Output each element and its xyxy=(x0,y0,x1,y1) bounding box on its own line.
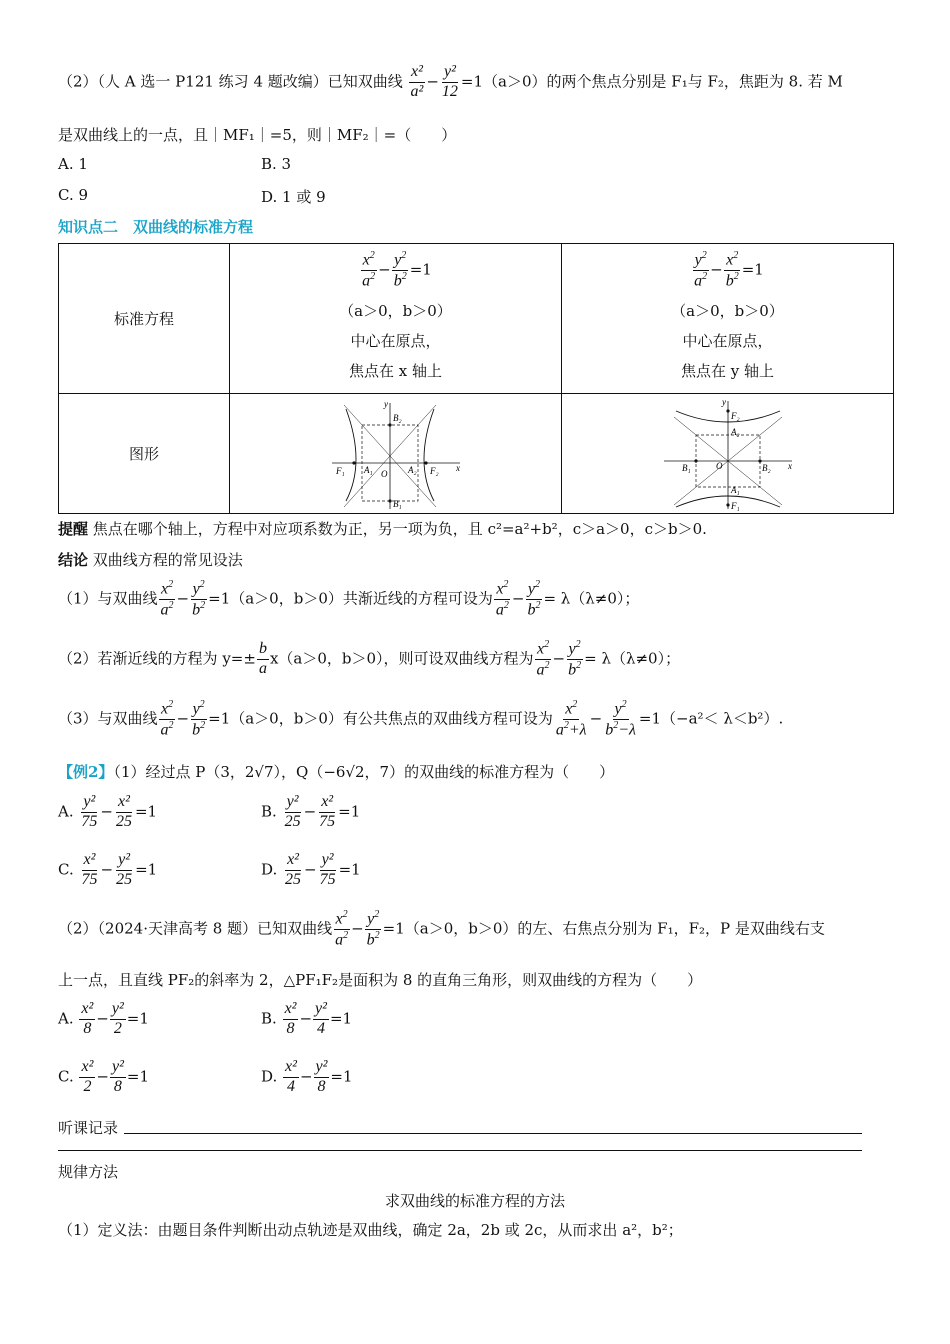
label-o: O xyxy=(380,468,387,479)
option-a: A. $\frac{\text{x²}}{8}$ − $\frac{\text{y²}}{2}$ =1 xyxy=(58,1000,149,1037)
fraction: $\frac{\text{x²}}{75}$ xyxy=(81,851,98,888)
example2-q2-line1: （2）（2024·天津高考 8 题）已知双曲线 $\frac{x^2}{a^2}$ − $\frac{y^2}{b^2}$ =1（a＞0，b＞0）的左、右焦点分别为 F₁，F₂，P 是双曲线右支 xyxy=(58,909,825,949)
conclusion-item-3: （3）与双曲线 $\frac{x^2}{a^2}$ − $\frac{y^2}{b^2}$ =1（a＞0，b＞0）有公共焦点的双曲线方程可设为 $\frac{x^2}{a^2+\lambda}$ − $\frac{y^2}{b^2-\lambda}$ =1（−a²＜ λ＜b²）. xyxy=(58,699,784,739)
fraction: $\frac{x^2}{a^2}$ xyxy=(362,249,376,290)
label-a1: A₁ xyxy=(730,484,740,495)
frac-num: y² xyxy=(442,64,458,83)
fraction: $\frac{x^2}{b^2}$ xyxy=(725,249,739,290)
fraction: $\frac{\text{y²}}{75}$ xyxy=(319,851,336,888)
method-label: 规律方法 xyxy=(58,1163,119,1181)
option-letter: A. xyxy=(58,1009,79,1028)
label-b2: B₂ xyxy=(392,412,402,423)
label-o: O xyxy=(715,460,722,471)
option-b: B. 3 xyxy=(261,155,292,173)
fraction: $\frac{\text{y²}}{8}$ xyxy=(315,1058,328,1095)
fraction: $\frac{\text{x²}}{8}$ xyxy=(81,1000,94,1037)
q2-mid: =1（a＞0）的两个焦点分别是 F₁与 F₂，焦距为 8. 若 M xyxy=(460,72,843,91)
standard-equation-table xyxy=(58,243,894,514)
option-b: B. $\frac{\text{x²}}{8}$ − $\frac{\text{y²}}{4}$ =1 xyxy=(261,1000,353,1037)
fraction: $\frac{y^2}{b^2}$ xyxy=(393,249,407,290)
tip-line xyxy=(58,518,707,539)
q2-prefix: （2）（人 A 选一 P121 练习 4 题改编）已知双曲线 xyxy=(58,72,403,91)
center-text: 中心在原点， xyxy=(350,332,441,351)
option-d: D. $\frac{\text{x²}}{4}$ − $\frac{\text{y²}}{8}$ =1 xyxy=(261,1058,353,1095)
row-label-equation: 标准方程 xyxy=(59,244,230,394)
option-c: C. $\frac{\text{x²}}{75}$ − $\frac{\text{y²}}{25}$ =1 xyxy=(58,851,158,888)
fraction xyxy=(409,64,426,101)
cell-y-axis-equation: $\frac{y^2}{a^2}$ − $\frac{x^2}{b^2}$ =1 （a＞0，b＞0） 中心在原点， 焦点在 y 轴上 xyxy=(562,244,894,394)
fraction: $\frac{\text{y²}}{25}$ xyxy=(116,851,133,888)
fraction: $\frac{\text{x²}}{8}$ xyxy=(284,1000,297,1037)
tip-text: 焦点在哪个轴上，方程中对应项系数为正，另一项为负，且 c²=a²+b²，c＞a＞0，c＞b＞0. xyxy=(92,520,707,538)
section-heading: 知识点二 双曲线的标准方程 xyxy=(58,218,254,236)
focus-text: 焦点在 y 轴上 xyxy=(680,362,774,381)
question-2-line1: （2）（人 A 选一 P121 练习 4 题改编）已知双曲线 $\frac{\text{x²}}{\text{a²}}$ − $\frac{\text{y²}}{12}$ =1（a＞0）的两个焦点分别是 F₁与 F₂，焦距为 8. 若 M xyxy=(58,63,843,100)
option-letter: D. xyxy=(261,860,283,879)
option-d: D. $\frac{\text{x²}}{25}$ − $\frac{\text{y²}}{75}$ =1 xyxy=(261,851,361,888)
label-f1: F₁ xyxy=(730,500,740,511)
question-2-line2: 是双曲线上的一点，且｜MF₁｜=5，则｜MF₂｜=（ ） xyxy=(58,126,457,144)
option-letter: C. xyxy=(58,1067,79,1086)
fraction: $\frac{\text{y²}}{2}$ xyxy=(111,1000,124,1037)
fraction: $\frac{\text{x²}}{75}$ xyxy=(319,793,336,830)
center-text: 中心在原点， xyxy=(682,332,773,351)
label-b2: B₂ xyxy=(761,462,771,473)
fraction: $\frac{\text{y²}}{4}$ xyxy=(315,1000,327,1037)
example2-q1-text: （1）经过点 P（3，2√7），Q（−6√2，7）的双曲线的标准方程为（ ） xyxy=(113,763,615,781)
method-item-1: （1）定义法：由题目条件判断出动点轨迹是双曲线，确定 2a，2b 或 2c，从而求出 a²，b²； xyxy=(58,1221,683,1239)
label-a2: A₂ xyxy=(730,426,740,437)
fraction xyxy=(440,64,460,101)
tip-label: 提醒 xyxy=(58,520,89,538)
label-b1: B₁ xyxy=(681,462,691,473)
notes-line-1 xyxy=(124,1133,862,1134)
method-title: 求双曲线的标准方程的方法 xyxy=(384,1192,565,1210)
cell-graph-y xyxy=(562,394,894,514)
cell-graph-x xyxy=(230,394,562,514)
option-letter: C. xyxy=(58,860,79,879)
option-d: D. 1 或 9 xyxy=(261,188,326,206)
notes-line-2 xyxy=(58,1150,862,1151)
option-letter: A. xyxy=(58,802,79,821)
example2-q2-line2: 上一点，且直线 PF₂的斜率为 2，△PF₁F₂是面积为 8 的直角三角形，则双曲线的方程为（ ） xyxy=(58,971,703,989)
label-a1: A₁ xyxy=(363,464,373,475)
condition-text: （a＞0，b＞0） xyxy=(339,302,452,321)
fraction: $\frac{\text{y²}}{8}$ xyxy=(111,1058,124,1095)
hyperbola-y-graph xyxy=(658,397,798,511)
label-y: y xyxy=(383,398,388,409)
fraction: $\frac{\text{x²}}{4}$ xyxy=(285,1058,297,1095)
condition-text: （a＞0，b＞0） xyxy=(671,302,784,321)
option-a: A. $\frac{\text{y²}}{75}$ − $\frac{\text{x²}}{25}$ =1 xyxy=(58,793,158,830)
option-a: A. 1 xyxy=(58,155,88,173)
frac-den: a² xyxy=(410,82,424,100)
label-a2: A₂ xyxy=(407,464,417,475)
hyperbola-x-graph xyxy=(326,397,466,511)
fraction: $\frac{\text{x²}}{2}$ xyxy=(81,1058,94,1095)
label-x: x xyxy=(787,460,792,471)
label-x: x xyxy=(455,462,460,473)
frac-den: 12 xyxy=(441,82,458,100)
cell-x-axis-equation: $\frac{x^2}{a^2}$ − $\frac{y^2}{b^2}$ =1 （a＞0，b＞0） 中心在原点， 焦点在 x 轴上 xyxy=(230,244,562,394)
frac-num: x² xyxy=(409,64,425,83)
option-letter: B. xyxy=(261,802,282,821)
fraction: $\frac{\text{x²}}{25}$ xyxy=(115,793,132,830)
fraction: $\frac{\text{y²}}{75}$ xyxy=(81,793,98,830)
option-b: B. $\frac{\text{y²}}{25}$ − $\frac{\text{x²}}{75}$ =1 xyxy=(261,793,361,830)
fraction: $\frac{\text{x²}}{25}$ xyxy=(285,851,302,888)
label-f2: F₂ xyxy=(429,465,439,476)
option-c: C. $\frac{\text{x²}}{2}$ − $\frac{\text{y²}}{8}$ =1 xyxy=(58,1058,149,1095)
notes-label: 听课记录 xyxy=(58,1119,119,1137)
option-letter: D. xyxy=(261,1067,283,1086)
label-y: y xyxy=(721,396,726,407)
option-letter: B. xyxy=(261,1009,282,1028)
conclusion-title: 双曲线方程的常见设法 xyxy=(92,551,243,569)
conclusion-label: 结论 xyxy=(58,551,89,569)
option-c: C. 9 xyxy=(58,186,89,204)
conclusion-item-2: （2）若渐近线的方程为 y=± $\frac{b}{a}$ x（a＞0，b＞0），则可设双曲线方程为 $\frac{x^2}{a^2}$ − $\frac{y^2}{b^2}$ = λ（λ≠0）； xyxy=(58,639,681,679)
fraction: $\frac{y^2}{a^2}$ xyxy=(694,249,708,290)
fraction: $\frac{\text{y²}}{25}$ xyxy=(284,793,301,830)
row-label-graph: 图形 xyxy=(59,394,230,514)
example2-q1 xyxy=(58,761,614,782)
label-b1: B₁ xyxy=(392,498,402,509)
conclusion-heading xyxy=(58,549,243,570)
example-tag: 【例2】 xyxy=(58,763,114,781)
conclusion-item-1: （1）与双曲线 $\frac{x^2}{a^2}$ − $\frac{y^2}{b^2}$ =1（a＞0，b＞0）共渐近线的方程可设为 $\frac{x^2}{a^2}$ − $\frac{y^2}{b^2}$ = λ（λ≠0）； xyxy=(58,579,640,619)
focus-text: 焦点在 x 轴上 xyxy=(349,362,442,381)
label-f1: F₁ xyxy=(335,465,345,476)
label-f2: F₂ xyxy=(730,410,740,421)
